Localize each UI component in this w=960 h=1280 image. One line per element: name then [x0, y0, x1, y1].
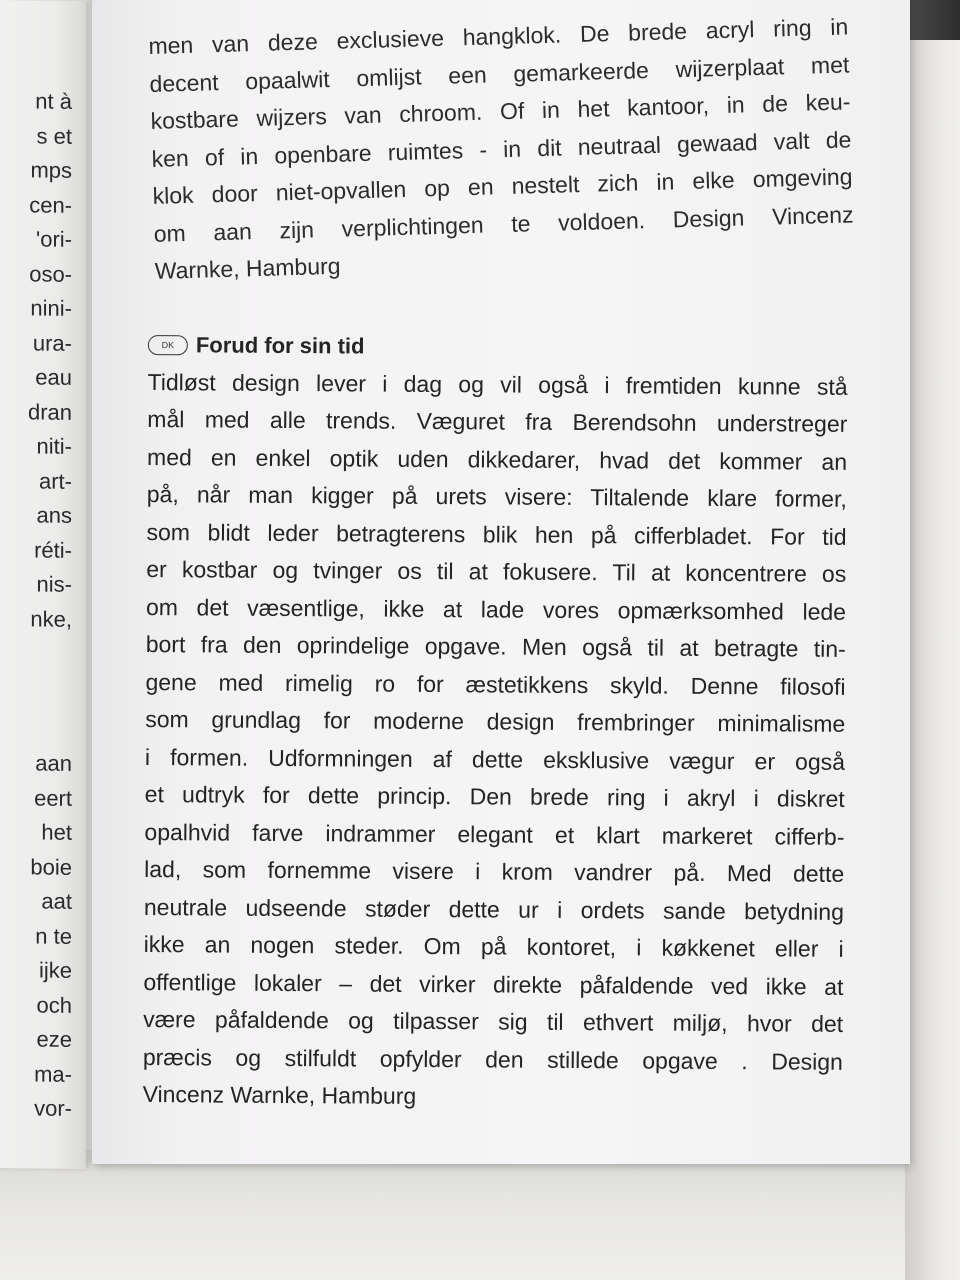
left-column-gap [2, 636, 72, 747]
dk-line: er kostbar og tvinger os til at fokusere. Til at koncentrere os [146, 555, 847, 587]
left-line: s et [36, 122, 72, 149]
dk-line: med en enkel optik uden dikkedarer, hvad det kommer an [146, 443, 848, 475]
left-line: ma- [34, 1060, 72, 1087]
wall-background [0, 1150, 960, 1280]
left-line: het [41, 819, 72, 845]
section-heading [148, 326, 848, 368]
left-line: réti- [34, 536, 72, 563]
main-page [92, 0, 910, 1164]
left-line: dran [27, 398, 72, 425]
danish-section [143, 326, 848, 1118]
left-page [0, 0, 86, 1169]
dk-line: bort fra den oprindelige opgave. Men også til at betragte tin- [145, 630, 846, 662]
dk-line: et udtryk for dette princip. Den brede ring i akryl i diskret [144, 780, 845, 812]
language-badge: DK [148, 335, 188, 355]
nl-line: ken of in openbare ruimtes - in dit neutraal gewaad valt de [151, 125, 852, 172]
dk-line: Vincenz Warnke, Hamburg [142, 1080, 417, 1109]
left-line: nis- [36, 571, 72, 597]
dk-line: på, når man kigger på urets visere: Tiltalende klare former, [146, 480, 847, 512]
nl-line: klok door niet-opvallen op en nestelt zich in elke omgeving [152, 163, 853, 209]
nl-line: Warnke, Hamburg [154, 252, 341, 284]
dk-line: i formen. Udformningen af dette eksklusive vægur er også [144, 743, 846, 775]
left-line: boie [30, 853, 72, 880]
left-line: cen- [29, 191, 72, 218]
left-line: och [36, 991, 72, 1018]
left-line: n te [35, 922, 72, 949]
dk-line: mål med alle trends. Væguret fra Berendsohn understreger [147, 405, 848, 437]
left-line: 'ori- [36, 226, 72, 252]
dk-line: opalhvid farve indrammer elegant et klart markeret cifferb- [144, 818, 845, 850]
left-line: art- [39, 468, 72, 494]
left-line: nini- [30, 295, 72, 321]
wall-right-edge [905, 0, 960, 1280]
dk-line: være påfaldende og tilpasser sig til ethvert miljø, hvor det [143, 1005, 844, 1037]
nl-line: decent opaalwit omlijst een gemarkeerde wijzerplaat met [149, 50, 850, 97]
dk-line: gene med rimelig ro for æstetikkens skyld. Denne filosofi [145, 668, 846, 700]
dk-line: ikke an nogen steder. Om på kontoret, i køkkenet eller i [143, 930, 844, 962]
left-line: mps [30, 157, 72, 183]
left-line: nke, [30, 605, 72, 632]
left-line: eze [36, 1026, 72, 1052]
left-line: ura- [32, 329, 72, 356]
dk-line: præcis og stilfuldt opfylder den stillede opgave . Design [142, 1043, 843, 1075]
left-line: oso- [29, 260, 72, 287]
left-line: ans [36, 502, 72, 528]
left-line: eau [35, 364, 72, 390]
dk-line: neutrale udseende støder dette ur i ordets sande betydning [143, 893, 845, 925]
left-line: ijke [38, 957, 72, 983]
dk-line: som grundlag for moderne design frembringer minimalisme [145, 705, 846, 737]
dk-line: lad, som fornemme visere i krom vandrer på. Med dette [144, 855, 845, 887]
dk-line: offentlige lokaler – det virker direkte påfaldende ved ikke at [143, 968, 844, 1000]
left-line: aat [41, 888, 72, 914]
left-line: eert [34, 784, 72, 811]
nl-line: kostbare wijzers van chroom. Of in het kantoor, in de keu- [150, 88, 851, 134]
left-line: aan [35, 750, 72, 776]
heading-text: Forud for sin tid [195, 332, 365, 359]
dk-line: om det væsentlige, ikke at lade vores opmærksomhed lede [145, 593, 847, 625]
left-line: nt à [35, 88, 72, 114]
left-line: vor- [34, 1095, 72, 1121]
dutch-paragraph [148, 8, 855, 290]
nl-line: men van deze exclusieve hangklok. De brede acryl ring in [148, 13, 849, 59]
dk-line: som blidt leder betragterens blik hen på cifferbladet. For tid [146, 518, 847, 550]
left-column-text [2, 84, 72, 1126]
dk-line: Tidløst design lever i dag og vil også i fremtiden kunne stå [147, 368, 848, 400]
left-line: niti- [36, 433, 72, 459]
nl-line: om aan zijn verplichtingen te voldoen. Design Vincenz [153, 200, 854, 247]
